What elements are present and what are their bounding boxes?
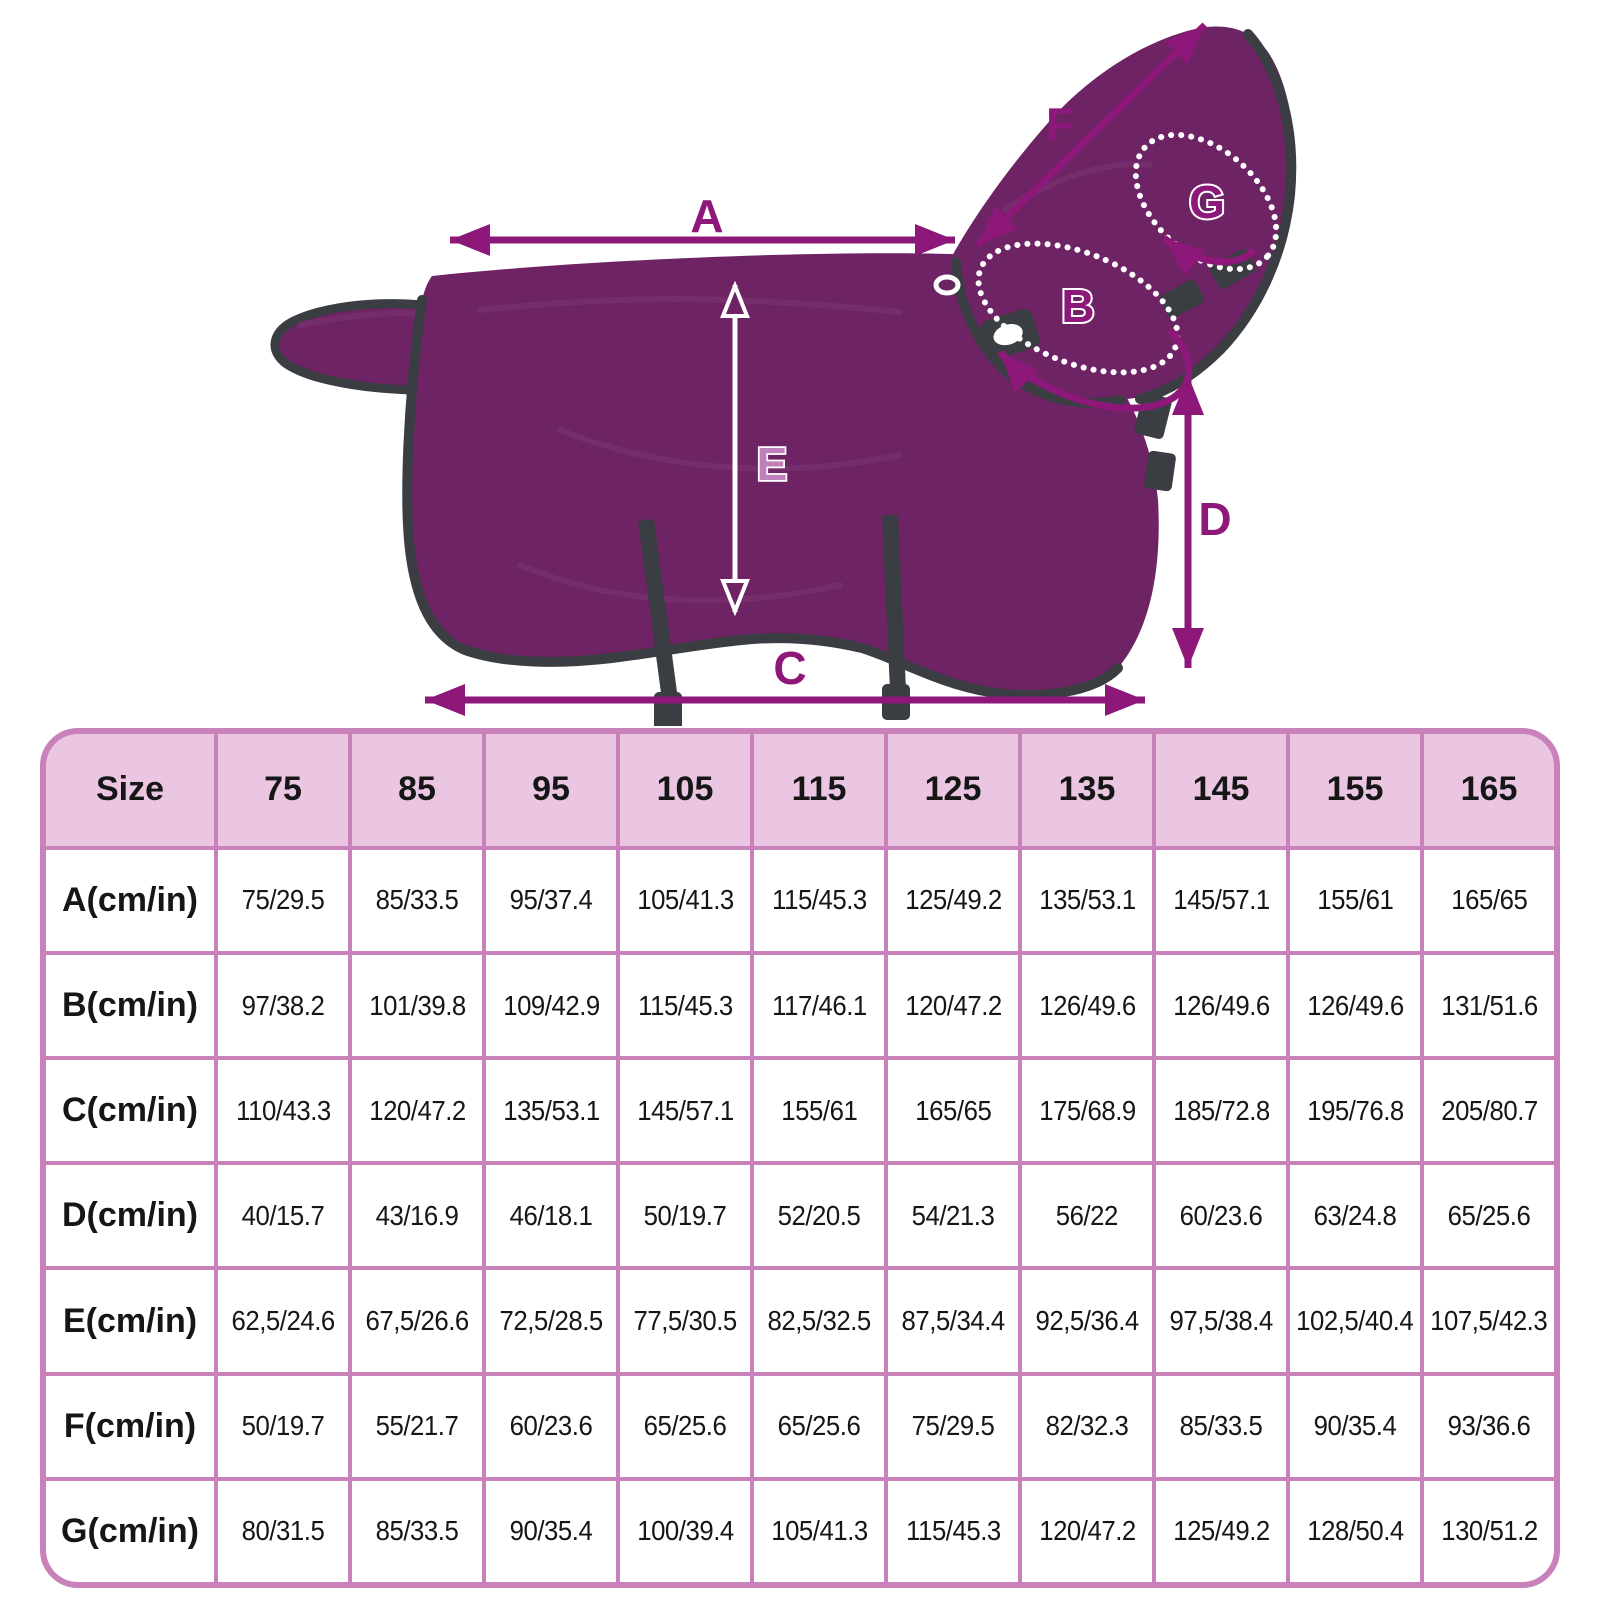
column-header: 75 xyxy=(218,734,348,846)
table-cell: 115/45.3 xyxy=(754,850,884,951)
table-cell: 115/45.3 xyxy=(888,1481,1018,1582)
table-cell: 85/33.5 xyxy=(352,850,482,951)
table-cell: 90/35.4 xyxy=(486,1481,616,1582)
column-header: 115 xyxy=(754,734,884,846)
table-cell: 165/65 xyxy=(888,1060,1018,1161)
table-cell: 90/35.4 xyxy=(1290,1376,1420,1477)
column-header: 105 xyxy=(620,734,750,846)
table-cell: 85/33.5 xyxy=(352,1481,482,1582)
table-cell: 97/38.2 xyxy=(218,955,348,1056)
table-cell: 135/53.1 xyxy=(486,1060,616,1161)
table-cell: 60/23.6 xyxy=(486,1376,616,1477)
table-cell: 165/65 xyxy=(1424,850,1554,951)
table-cell: 54/21.3 xyxy=(888,1165,1018,1266)
table-cell: 65/25.6 xyxy=(754,1376,884,1477)
table-cell: 82/32.3 xyxy=(1022,1376,1152,1477)
table-cell: 107,5/42.3 xyxy=(1424,1270,1554,1371)
table-cell: 126/49.6 xyxy=(1290,955,1420,1056)
table-cell: 95/37.4 xyxy=(486,850,616,951)
table-cell: 62,5/24.6 xyxy=(218,1270,348,1371)
table-cell: 105/41.3 xyxy=(620,850,750,951)
table-cell: 120/47.2 xyxy=(352,1060,482,1161)
row-label: E(cm/in) xyxy=(46,1270,214,1371)
table-cell: 56/22 xyxy=(1022,1165,1152,1266)
measure-label-g: G xyxy=(1189,176,1225,228)
table-cell: 145/57.1 xyxy=(620,1060,750,1161)
measure-label-d: D xyxy=(1198,493,1232,545)
table-cell: 100/39.4 xyxy=(620,1481,750,1582)
table-cell: 97,5/38.4 xyxy=(1156,1270,1286,1371)
row-label: B(cm/in) xyxy=(46,955,214,1056)
measure-label-c: C xyxy=(773,642,807,694)
table-cell: 115/45.3 xyxy=(620,955,750,1056)
table-cell: 55/21.7 xyxy=(352,1376,482,1477)
table-cell: 109/42.9 xyxy=(486,955,616,1056)
horse-rug-measurement-diagram xyxy=(0,0,1600,726)
column-header: Size xyxy=(46,734,214,846)
column-header: 135 xyxy=(1022,734,1152,846)
table-cell: 50/19.7 xyxy=(620,1165,750,1266)
row-label: C(cm/in) xyxy=(46,1060,214,1161)
table-cell: 75/29.5 xyxy=(218,850,348,951)
row-label: G(cm/in) xyxy=(46,1481,214,1582)
table-cell: 120/47.2 xyxy=(888,955,1018,1056)
size-table xyxy=(40,728,1560,1588)
table-cell: 126/49.6 xyxy=(1156,955,1286,1056)
table-cell: 50/19.7 xyxy=(218,1376,348,1477)
table-cell: 105/41.3 xyxy=(754,1481,884,1582)
table-cell: 135/53.1 xyxy=(1022,850,1152,951)
table-cell: 128/50.4 xyxy=(1290,1481,1420,1582)
table-cell: 72,5/28.5 xyxy=(486,1270,616,1371)
table-cell: 80/31.5 xyxy=(218,1481,348,1582)
table-cell: 63/24.8 xyxy=(1290,1165,1420,1266)
table-cell: 85/33.5 xyxy=(1156,1376,1286,1477)
table-cell: 131/51.6 xyxy=(1424,955,1554,1056)
table-cell: 93/36.6 xyxy=(1424,1376,1554,1477)
table-cell: 40/15.7 xyxy=(218,1165,348,1266)
column-header: 85 xyxy=(352,734,482,846)
table-cell: 125/49.2 xyxy=(888,850,1018,951)
table-cell: 175/68.9 xyxy=(1022,1060,1152,1161)
table-cell: 126/49.6 xyxy=(1022,955,1152,1056)
table-cell: 155/61 xyxy=(1290,850,1420,951)
table-cell: 120/47.2 xyxy=(1022,1481,1152,1582)
table-cell: 102,5/40.4 xyxy=(1290,1270,1420,1371)
table-cell: 67,5/26.6 xyxy=(352,1270,482,1371)
table-cell: 205/80.7 xyxy=(1424,1060,1554,1161)
measure-label-f: F xyxy=(1045,98,1075,150)
table-cell: 52/20.5 xyxy=(754,1165,884,1266)
measure-label-e: E xyxy=(756,438,788,490)
table-cell: 60/23.6 xyxy=(1156,1165,1286,1266)
measure-label-b: B xyxy=(1061,280,1095,332)
measure-D xyxy=(1188,375,1232,668)
table-cell: 195/76.8 xyxy=(1290,1060,1420,1161)
measure-label-a: A xyxy=(690,190,724,242)
table-cell: 87,5/34.4 xyxy=(888,1270,1018,1371)
measure-A xyxy=(450,190,955,242)
column-header: 145 xyxy=(1156,734,1286,846)
table-cell: 110/43.3 xyxy=(218,1060,348,1161)
column-header: 155 xyxy=(1290,734,1420,846)
table-cell: 43/16.9 xyxy=(352,1165,482,1266)
row-label: A(cm/in) xyxy=(46,850,214,951)
table-cell: 65/25.6 xyxy=(620,1376,750,1477)
table-cell: 92,5/36.4 xyxy=(1022,1270,1152,1371)
table-cell: 46/18.1 xyxy=(486,1165,616,1266)
row-label: F(cm/in) xyxy=(46,1376,214,1477)
column-header: 125 xyxy=(888,734,1018,846)
table-cell: 77,5/30.5 xyxy=(620,1270,750,1371)
table-cell: 130/51.2 xyxy=(1424,1481,1554,1582)
table-cell: 185/72.8 xyxy=(1156,1060,1286,1161)
table-cell: 117/46.1 xyxy=(754,955,884,1056)
table-cell: 75/29.5 xyxy=(888,1376,1018,1477)
column-header: 165 xyxy=(1424,734,1554,846)
table-cell: 125/49.2 xyxy=(1156,1481,1286,1582)
row-label: D(cm/in) xyxy=(46,1165,214,1266)
table-cell: 65/25.6 xyxy=(1424,1165,1554,1266)
table-cell: 101/39.8 xyxy=(352,955,482,1056)
table-cell: 145/57.1 xyxy=(1156,850,1286,951)
column-header: 95 xyxy=(486,734,616,846)
table-cell: 155/61 xyxy=(754,1060,884,1161)
table-cell: 82,5/32.5 xyxy=(754,1270,884,1371)
